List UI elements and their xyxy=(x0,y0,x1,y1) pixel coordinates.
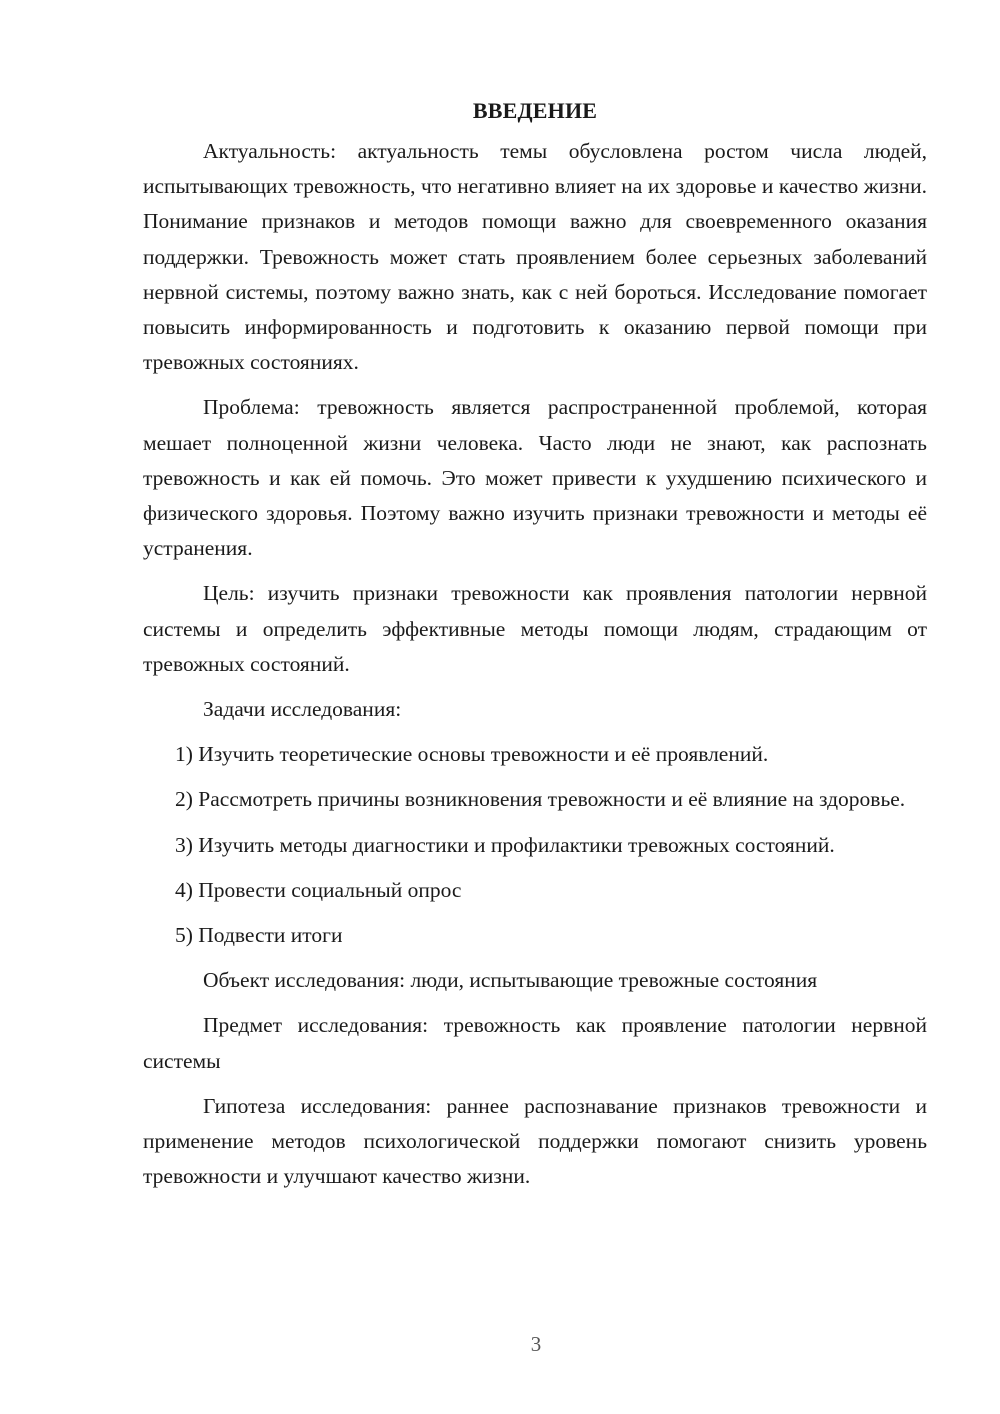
tasks-title: Задачи исследования: xyxy=(203,697,402,722)
list-item: 2) Рассмотреть причины возникновения тревожности и её влияние на здоровье. xyxy=(175,787,906,812)
problem-paragraph: Проблема: тревожность является распространенной проблемой, которая мешает полноценной жизни человека. Часто люди не знают, как распознать тревожность и как ей помочь. Это может привести к ухудшению психического и физического здоровья. Поэтому важно изучить признаки тревожности и методы её устранения. xyxy=(143,395,927,561)
list-item: 3) Изучить методы диагностики и профилактики тревожных состояний. xyxy=(175,832,835,857)
list-item: 5) Подвести итоги xyxy=(175,923,343,948)
list-item: 4) Провести социальный опрос xyxy=(175,877,462,902)
page-number: 3 xyxy=(530,1332,542,1356)
relevance-paragraph: Актуальность: актуальность темы обусловлена ростом числа людей, испытывающих тревожность, что негативно влияет на их здоровье и качество жизни. Понимание признаков и методов помощи важно для своевременного оказания поддержки. Тревожность может стать проявлением более серьезных заболеваний нервной системы, поэтому важно знать, как с ней бороться. Исследование помогает повысить информированность и подготовить к оказанию первой помощи при тревожных состояниях. xyxy=(143,139,927,375)
tasks-list xyxy=(143,737,927,953)
object-paragraph: Объект исследования: люди, испытывающие тревожные состояния xyxy=(203,968,818,993)
goal-paragraph: Цель: изучить признаки тревожности как проявления патологии нервной системы и определить эффективные методы помощи людям, страдающим от тревожных состояний. xyxy=(143,581,927,676)
hypothesis-paragraph: Гипотеза исследования: раннее распознавание признаков тревожности и применение методов психологической поддержки помогают снизить уровень тревожности и улучшают качество жизни. xyxy=(143,1093,927,1189)
page-body xyxy=(143,94,927,1204)
list-item: 1) Изучить теоретические основы тревожности и её проявлений. xyxy=(175,742,769,767)
subject-paragraph: Предмет исследования: тревожность как проявление патологии нервной системы xyxy=(143,1013,927,1073)
section-heading: ВВЕДЕНИЕ xyxy=(472,98,598,123)
